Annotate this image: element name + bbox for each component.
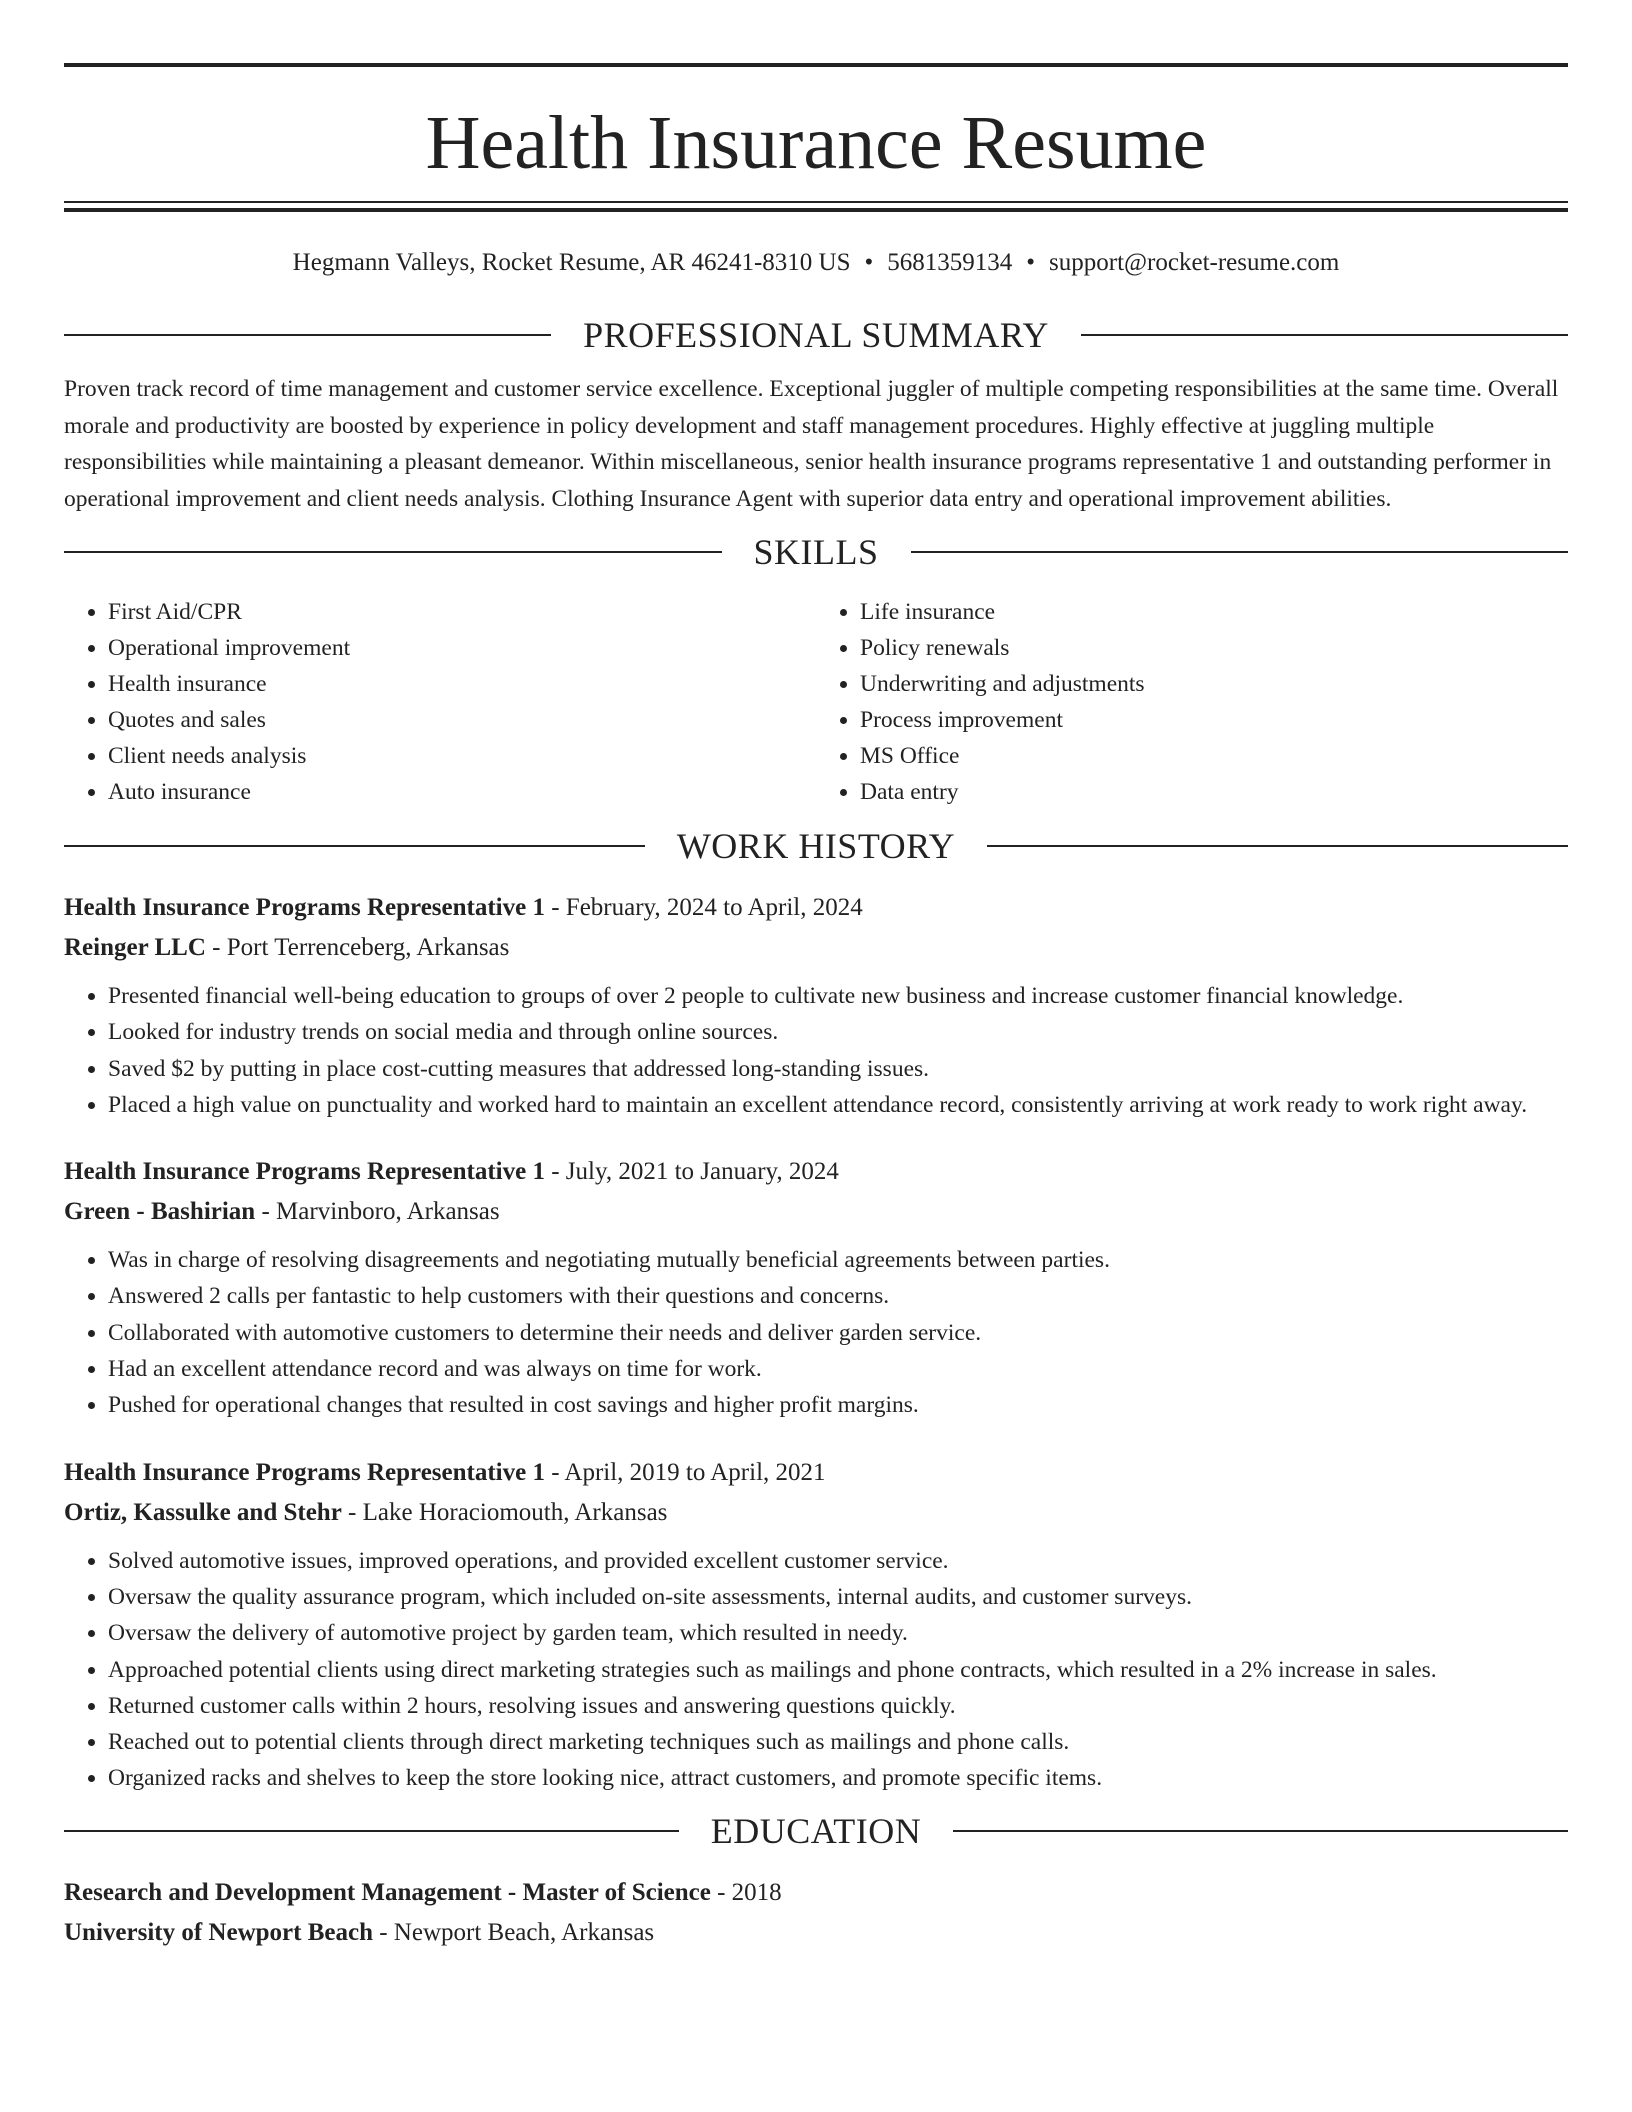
contact-separator: •	[864, 249, 874, 276]
job-title-line	[64, 1453, 1568, 1493]
job-bullet: • Returned customer calls within 2 hours, resolving issues and answering questions quickly.	[108, 1688, 1568, 1724]
title-double-rule	[64, 201, 1568, 212]
summary-text: Proven track record of time management and customer service excellence. Exceptional juggler of multiple competing responsibilities at the same time. Overall morale and productivity are boosted by experience in policy development and staff management procedures. Highly effective at juggling multiple responsibilities while maintaining a pleasant demeanor. Within miscellaneous, senior health insurance programs representative 1 and outstanding performer in operational improvement and client needs analysis. Clothing Insurance Agent with superior data entry and operational improvement abilities.	[64, 376, 1559, 512]
job-company: Green - Bashirian	[64, 1198, 256, 1226]
job-entry	[64, 888, 1568, 1123]
job-title: Health Insurance Programs Representative 1	[64, 1158, 545, 1186]
contact-email: support@rocket-resume.com	[1049, 249, 1340, 276]
job-title: Health Insurance Programs Representative 1	[64, 894, 545, 921]
education-heading-text: EDUCATION	[710, 1810, 922, 1851]
job-bullet: • Looked for industry trends on social media and through online sources.	[108, 1014, 1568, 1050]
job-bullet: • Pushed for operational changes that resulted in cost savings and higher profit margins.	[108, 1387, 1568, 1423]
job-bullet: • Answered 2 calls per fantastic to help customers with their questions and concerns.	[108, 1278, 1568, 1314]
job-title-line	[64, 1152, 1568, 1192]
top-rule	[64, 63, 1568, 67]
skill-item: • Quotes and sales	[108, 702, 816, 738]
education-degree-line	[64, 1873, 1568, 1913]
work-heading	[64, 826, 1568, 866]
education-location: - Newport Beach, Arkansas	[372, 1918, 655, 1946]
skill-item: • Auto insurance	[108, 774, 816, 810]
job-bullets	[64, 1242, 1568, 1423]
job-bullet: • Oversaw the quality assurance program, which included on-site assessments, internal audits, and customer surveys.	[108, 1579, 1568, 1615]
resume-title: Health Insurance Resume	[425, 101, 1207, 185]
skill-item: • Data entry	[860, 774, 1568, 810]
job-bullets	[64, 978, 1568, 1123]
education-heading	[64, 1811, 1568, 1851]
job-entry	[64, 1152, 1568, 1423]
contact-phone: 5681359134	[887, 249, 1013, 276]
skills-list	[64, 594, 1568, 810]
education-school: University of Newport Beach	[64, 1918, 373, 1946]
job-bullet: • Collaborated with automotive customers to determine their needs and deliver garden service.	[108, 1315, 1568, 1351]
education-entry	[64, 1873, 1568, 1953]
job-location: - Lake Horaciomouth, Arkansas	[341, 1498, 668, 1526]
job-bullet: • Was in charge of resolving disagreements and negotiating mutually beneficial agreements between parties.	[108, 1242, 1568, 1278]
job-bullet: • Organized racks and shelves to keep the store looking nice, attract customers, and promote specific items.	[108, 1760, 1568, 1796]
job-entry	[64, 1453, 1568, 1797]
skills-column-left	[64, 594, 816, 810]
job-company-line	[64, 1493, 1568, 1533]
skill-item: • Life insurance	[860, 594, 1568, 630]
job-company: Reinger LLC	[64, 934, 206, 961]
skills-heading	[64, 532, 1568, 572]
job-dates: - February, 2024 to April, 2024	[544, 894, 863, 921]
work-heading-text: WORK HISTORY	[676, 826, 956, 866]
job-dates: - April, 2019 to April, 2021	[544, 1458, 826, 1486]
skill-item: • Operational improvement	[108, 630, 816, 666]
job-bullet: • Placed a high value on punctuality and worked hard to maintain an excellent attendance record, consistently arriving at work ready to work right away.	[108, 1087, 1568, 1123]
job-title: Health Insurance Programs Representative 1	[64, 1458, 545, 1486]
job-bullet: • Saved $2 by putting in place cost-cutting measures that addressed long-standing issues.	[108, 1051, 1568, 1087]
job-bullet: • Approached potential clients using direct marketing strategies such as mailings and phone contracts, which resulted in a 2% increase in sales.	[108, 1652, 1568, 1688]
contact-address: Hegmann Valleys, Rocket Resume, AR 46241-8310 US	[292, 249, 851, 276]
skill-item: • Underwriting and adjustments	[860, 666, 1568, 702]
job-location: - Port Terrenceberg, Arkansas	[205, 934, 510, 961]
skills-column-right	[816, 594, 1568, 810]
job-company-line	[64, 928, 1568, 968]
contact-separator: •	[1026, 249, 1036, 276]
job-dates: - July, 2021 to January, 2024	[544, 1158, 839, 1186]
job-bullet: • Solved automotive issues, improved operations, and provided excellent customer service.	[108, 1543, 1568, 1579]
summary-heading-text: PROFESSIONAL SUMMARY	[583, 315, 1049, 355]
job-company-line	[64, 1192, 1568, 1232]
education-school-line	[64, 1913, 1568, 1953]
job-bullet: • Oversaw the delivery of automotive project by garden team, which resulted in needy.	[108, 1615, 1568, 1651]
resume-page	[64, 0, 1568, 1953]
skill-item: • Policy renewals	[860, 630, 1568, 666]
job-company: Ortiz, Kassulke and Stehr	[64, 1498, 342, 1526]
job-bullet: • Presented financial well-being education to groups of over 2 people to cultivate new business and increase customer financial knowledge.	[108, 978, 1568, 1014]
contact-line	[64, 248, 1568, 278]
education-degree: Research and Development Management - Master of Science	[64, 1878, 711, 1906]
skill-item: • MS Office	[860, 738, 1568, 774]
skills-heading-text: SKILLS	[753, 532, 879, 572]
job-bullets	[64, 1543, 1568, 1797]
job-title-line	[64, 888, 1568, 928]
job-bullet: • Had an excellent attendance record and was always on time for work.	[108, 1351, 1568, 1387]
job-bullet: • Reached out to potential clients through direct marketing techniques such as mailings and phone calls.	[108, 1724, 1568, 1760]
summary-heading	[64, 315, 1568, 355]
education-year: - 2018	[710, 1878, 782, 1906]
skill-item: • Client needs analysis	[108, 738, 816, 774]
skill-item: • First Aid/CPR	[108, 594, 816, 630]
job-location: - Marvinboro, Arkansas	[255, 1198, 500, 1226]
skill-item: • Process improvement	[860, 702, 1568, 738]
skill-item: • Health insurance	[108, 666, 816, 702]
